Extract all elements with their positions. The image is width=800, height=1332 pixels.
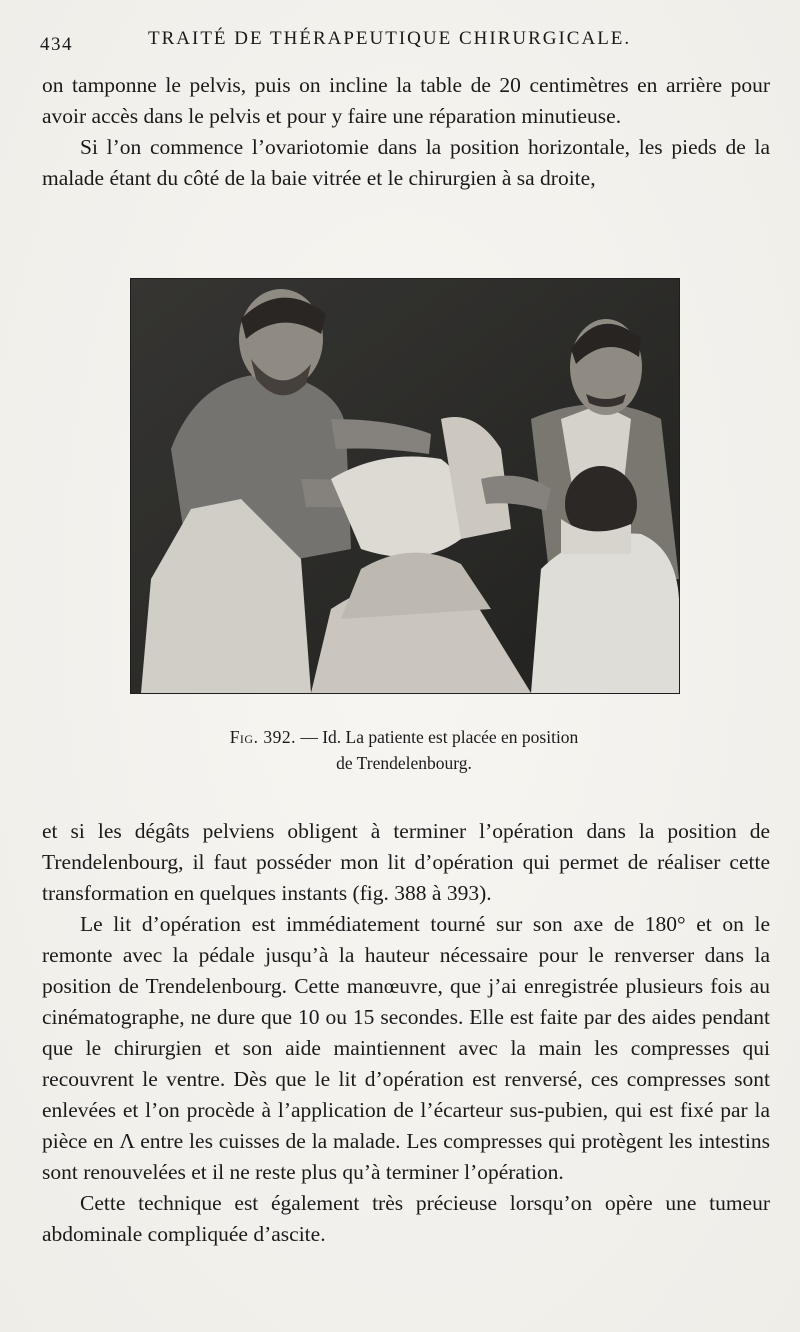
paragraph-ovariotomie: Si l’on commence l’ovariotomie dans la position horizontale, les pieds de la malade étant du côté de la baie vitrée et le chirurgien à sa droite,	[42, 135, 770, 190]
running-head	[40, 28, 775, 56]
paragraph-lit-operation: Le lit d’opération est immédiatement tourné sur son axe de 180° et on le remonte avec la pédale jusqu’à la hauteur nécessaire pour le renverser dans la position de Trendelenbourg. Cette manœuvre, que j’ai enregistrée plusieurs fois au cinématographe, ne dure que 10 ou 15 secondes. Elle est faite par des aides pendant que le chirurgien et son aide maintiennent avec la main les compresses qui recouvrent le ventre. Dès que le lit d’opération est renversé, ces compresses sont enlevées et l’on procède à l’application de l’écarteur sus-pubien, qui est fixé par la pièce en Λ entre les cuisses de la malade. Les compresses qui protègent les intestins sont renouvelées et il ne reste plus qu’à terminer l’opération.	[42, 912, 770, 1184]
figure-caption	[130, 724, 678, 776]
bottom-text-block	[42, 816, 770, 1250]
paragraph-continuation: on tamponne le pelvis, puis on incline la table de 20 centimètres en arrière pour avoir accès dans le pelvis et pour y faire une réparation minutieuse.	[42, 73, 770, 128]
caption-line-2: de Trendelenbourg.	[336, 753, 472, 773]
surgery-photograph	[130, 278, 680, 694]
paragraph-degats: et si les dégâts pelviens obligent à terminer l’opération dans la position de Trendelenbourg, il faut posséder mon lit d’opération qui permet de réaliser cette transformation en quelques instants (fig. 388 à 393).	[42, 819, 770, 905]
figure-label: Fig. 392.	[229, 727, 296, 747]
caption-line-1	[130, 724, 678, 750]
caption-text-1: — Id. La patiente est placée en position	[295, 727, 579, 747]
photograph-illustration	[131, 279, 679, 693]
paragraph-ascite: Cette technique est également très précieuse lorsqu’on opère une tumeur abdominale compliquée d’ascite.	[42, 1191, 770, 1246]
running-title: TRAITÉ DE THÉRAPEUTIQUE CHIRURGICALE.	[148, 28, 632, 49]
page-number: 434	[40, 34, 73, 55]
top-text-block	[42, 70, 770, 194]
